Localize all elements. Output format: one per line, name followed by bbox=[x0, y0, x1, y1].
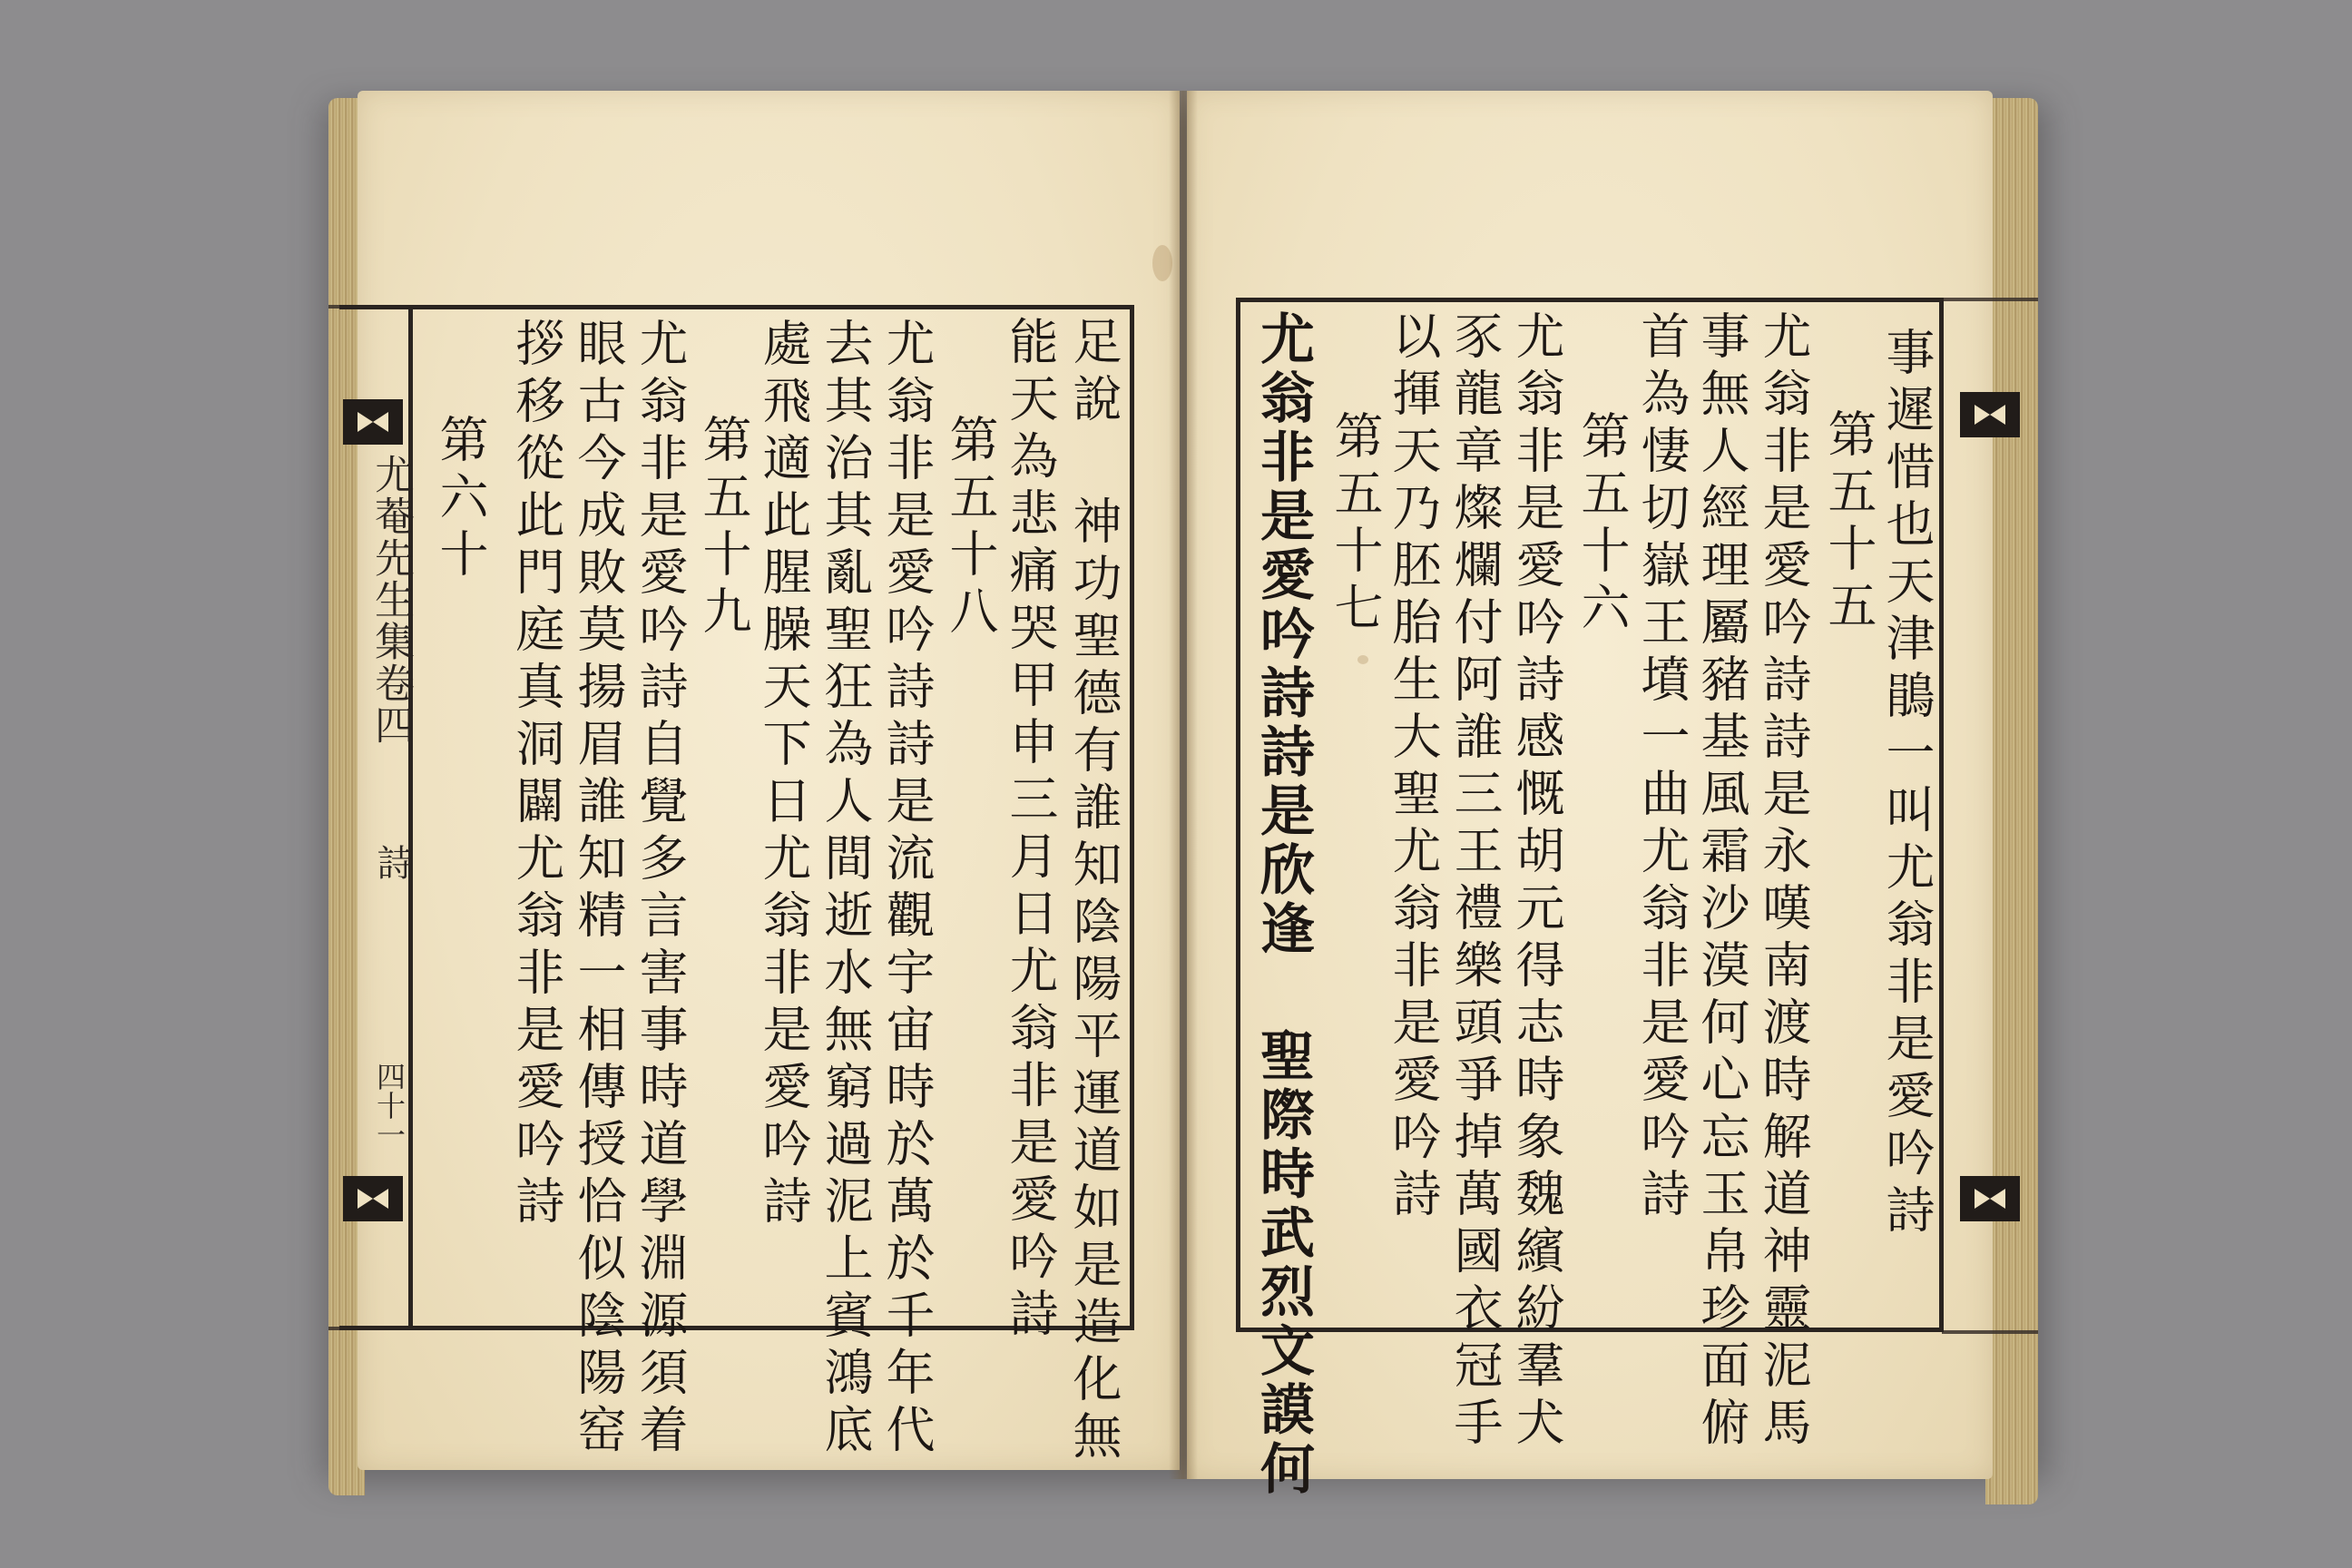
binding-thread-top-right bbox=[1942, 298, 2038, 301]
section-heading: 第五十八 bbox=[942, 414, 999, 642]
text-column: 首為悽切嶽王墳一曲尤翁非是愛吟詩 bbox=[1633, 310, 1690, 1225]
section-heading: 第五十九 bbox=[695, 414, 752, 642]
text-column: 事無人經理屬豬基風霜沙漠何心忘玉帛珍面俯 bbox=[1693, 310, 1750, 1454]
text-column: 尤翁非是愛吟詩詩是欣逢 聖際時武烈文謨何 bbox=[1251, 310, 1315, 1499]
text-column: 足說 神功聖德有誰知陰陽平運道如是造化無 bbox=[1065, 316, 1122, 1467]
fishtail-bottom-left-mark bbox=[343, 1176, 403, 1221]
fishtail-top-left-mark bbox=[343, 399, 403, 445]
binding-thread-bottom-right bbox=[1942, 1330, 2038, 1334]
section-heading: 第五十六 bbox=[1573, 410, 1631, 639]
section-heading: 第五十五 bbox=[1820, 408, 1877, 637]
text-column: 尤翁非是愛吟詩詩是永嘆南渡時解道神靈泥馬 bbox=[1755, 310, 1812, 1454]
fishtail-top-right-mark bbox=[1960, 392, 2020, 437]
text-column: 處飛適此腥臊天下日尤翁非是愛吟詩 bbox=[755, 318, 812, 1232]
text-column: 眼古今成敗莫揚眉誰知精一相傳授恰似陰陽窑 bbox=[570, 318, 627, 1461]
text-column: 尤翁非是愛吟詩感慨胡元得志時象魏繽紛羣犬 bbox=[1508, 310, 1565, 1454]
text-column: 以揮天乃胚胎生大聖尤翁非是愛吟詩 bbox=[1385, 310, 1442, 1225]
book-gutter bbox=[1169, 91, 1198, 1479]
right-page-edges bbox=[1985, 98, 2038, 1504]
center-page-number: 四十一 bbox=[372, 1062, 407, 1149]
center-section-label: 詩 bbox=[371, 844, 413, 880]
center-book-title: 尤菴先生集卷四 bbox=[368, 454, 414, 746]
text-column: 事遲惜也天津鵑一叫尤翁非是愛吟詩 bbox=[1878, 327, 1936, 1241]
text-column: 尤翁非是愛吟詩自覺多言害事時道學淵源須着 bbox=[632, 318, 689, 1461]
text-column: 能天為悲痛哭甲申三月日尤翁非是愛吟詩 bbox=[1002, 316, 1059, 1345]
text-column: 尤翁非是愛吟詩詩是流觀宇宙時於萬於千年代 bbox=[878, 318, 936, 1461]
text-column: 拶移從此門庭真洞闢尤翁非是愛吟詩 bbox=[508, 318, 565, 1232]
text-column: 去其治其亂聖狂為人間逝水無窮過泥上賓鴻底 bbox=[817, 318, 874, 1461]
text-column: 豕龍章燦爛付阿誰三王禮樂頭爭掉萬國衣冠手 bbox=[1446, 310, 1504, 1454]
section-heading: 第五十七 bbox=[1327, 410, 1384, 639]
fishtail-bottom-right-mark bbox=[1960, 1176, 2020, 1221]
section-heading: 第六十 bbox=[432, 414, 489, 585]
paper-stain bbox=[1152, 245, 1172, 281]
